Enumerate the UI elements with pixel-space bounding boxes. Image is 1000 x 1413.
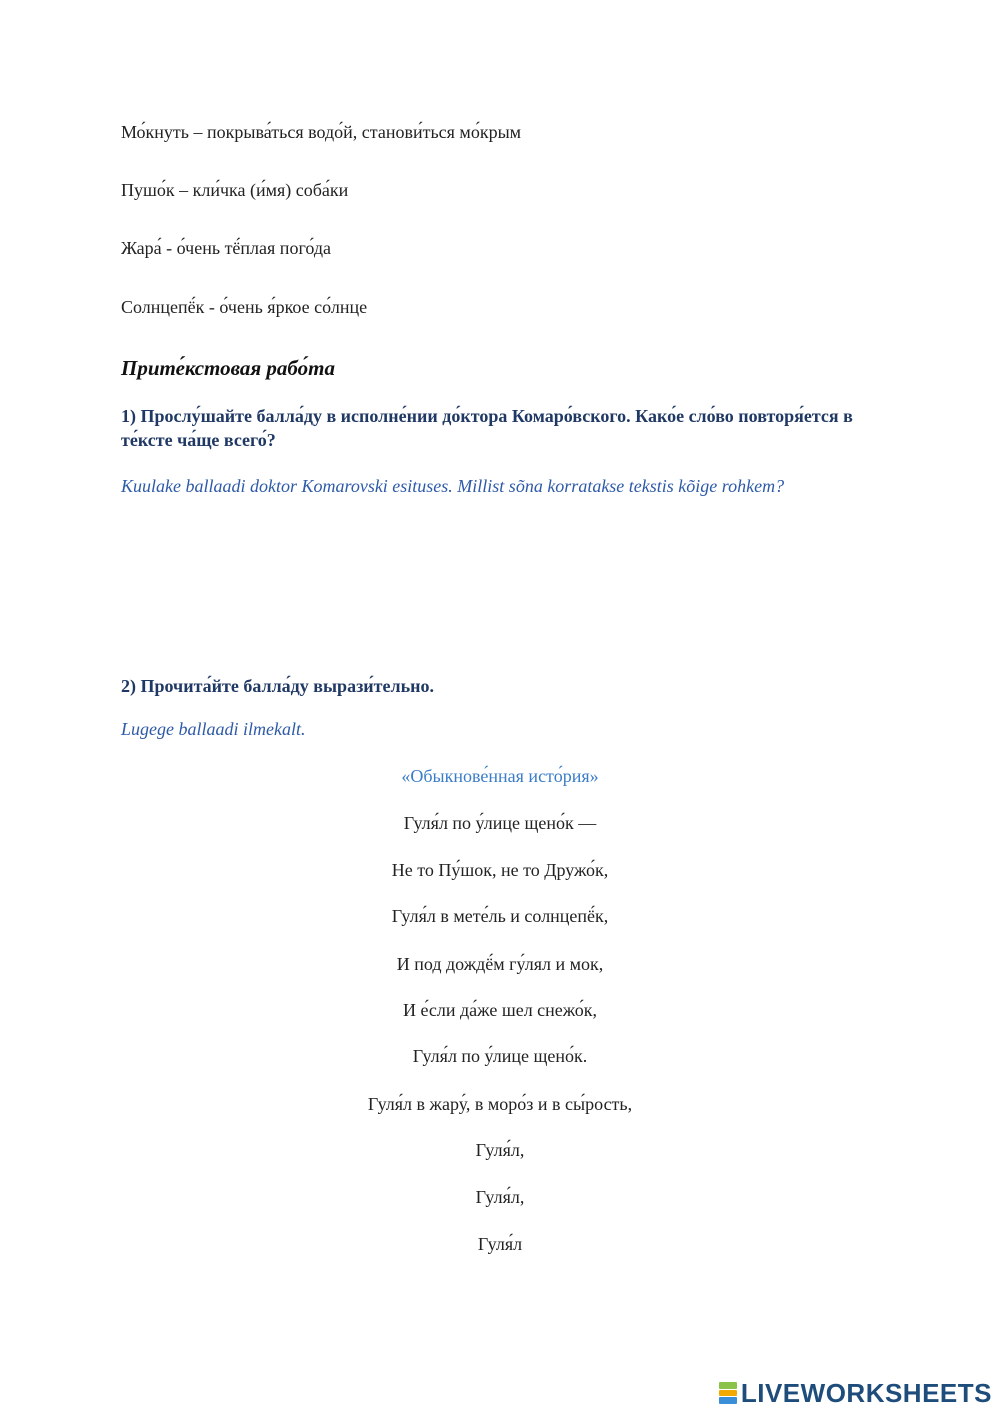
poem-line: Гуля́л в жару́, в моро́з и в сы́рость, [367,1094,633,1114]
section-title: Прите́кстовая рабо́та [121,356,335,380]
logo-text: LIVEWORKSHEETS [740,1377,992,1408]
logo-block-s [719,1397,737,1404]
poem-line: Гуля́л, [475,1140,525,1160]
task-1-instruction: 1) Прослу́шайте балла́ду в исполне́нии до́ктора Комаро́вского. Како́е сло́во повторя́ется в те́ксте ча́ще всего́? [121,406,853,450]
poem-line: И под дождё́м гу́лял и мок, [396,954,604,974]
task-2-translation: Lugege ballaadi ilmekalt. [121,719,306,739]
poem-line: Гуля́л [477,1234,523,1254]
logo-block-l [719,1382,737,1389]
poem-line: Не то Пу́шок, не то Дружо́к, [391,860,609,880]
logo-block-w [719,1390,737,1397]
glossary-item-mroknut: Мо́кнуть – покрыва́ться водо́й, станови́ться мо́крым [121,122,522,142]
liveworksheets-logo [719,1379,992,1407]
task-1-translation: Kuulake ballaadi doktor Komarovski esituses. Millist sõna korratakse tekstis kõige rohkem? [121,476,785,496]
task-2-instruction: 2) Прочита́йте балла́ду вырази́тельно. [121,676,434,696]
poem-line: Гуля́л, [475,1187,525,1207]
poem-line: И е́сли да́же шел снежо́к, [402,1000,598,1020]
poem-line: Гуля́л в мете́ль и солнцепё́к, [391,906,609,926]
poem-title: «Обыкнове́нная исто́рия» [401,766,599,786]
glossary-item-zhara: Жара́ - о́чень тё́плая пого́да [121,238,332,258]
glossary-item-solntsepek: Солнцепё́к - о́чень я́ркое со́лнце [121,297,368,317]
poem-line: Гуля́л по у́лице щено́к — [403,813,597,833]
glossary-item-pushok: Пушо́к – кли́чка (и́мя) соба́ки [121,180,349,200]
logo-mark-icon [719,1382,737,1404]
poem-line: Гуля́л по у́лице щено́к. [412,1046,588,1066]
